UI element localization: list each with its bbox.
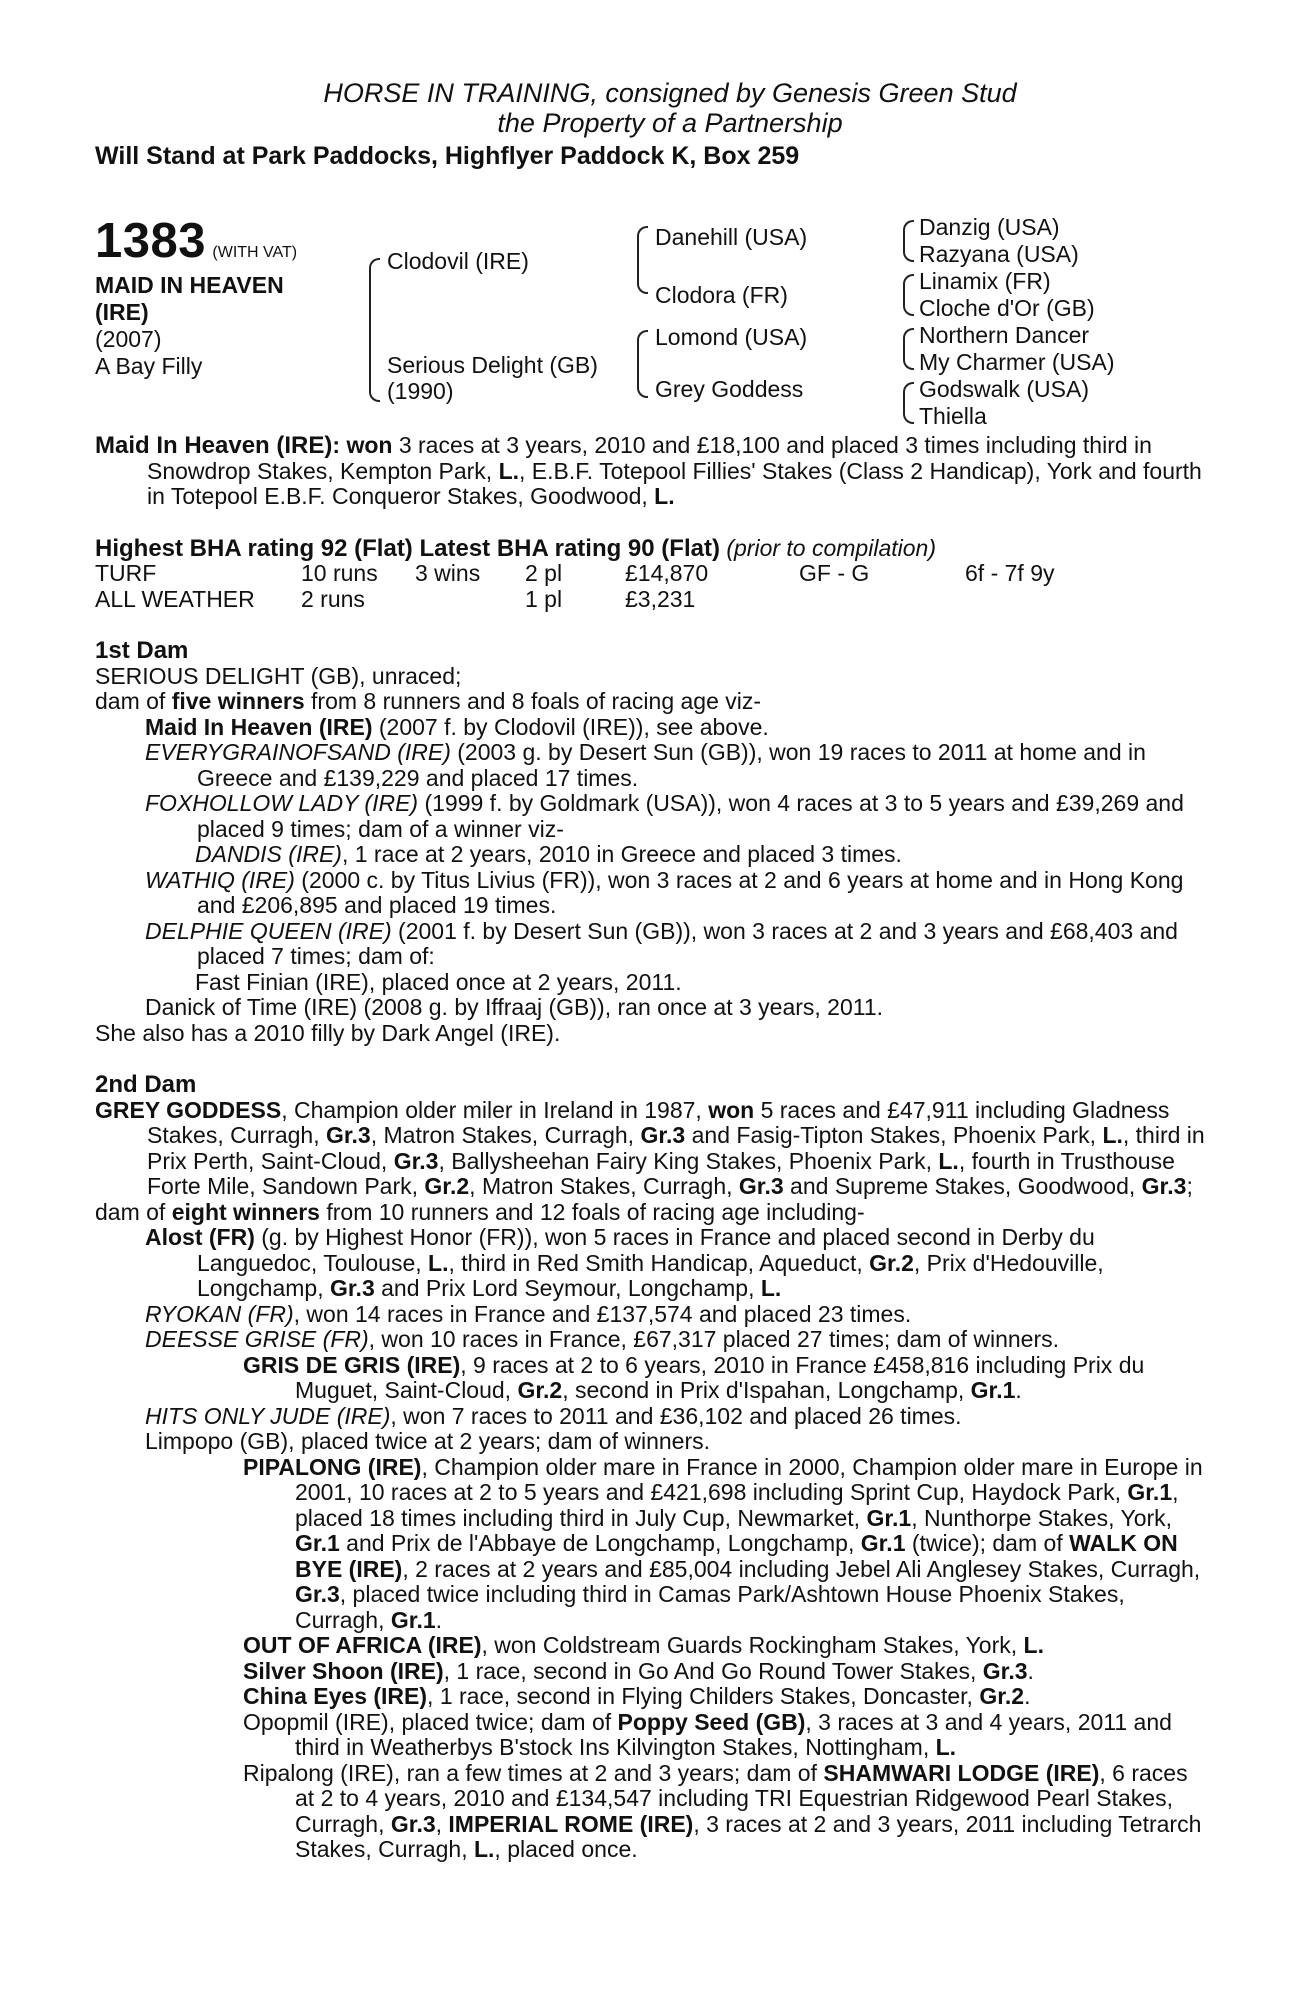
pedigree-block [95,214,1205,429]
consignor-line: HORSE IN TRAINING, consigned by Genesis Green Stud [323,78,1017,108]
list-item: Fast Finian (IRE), placed once at 2 years, 2011. [195,968,682,995]
horse-description: A Bay Filly [95,353,203,379]
list-item: DEESSE GRISE (FR), won 10 races in France, £67,317 placed 27 times; dam of winners. [145,1326,1060,1352]
sire-dam: Clodora (FR) [655,282,788,308]
summary-name: Maid In Heaven (IRE) [95,432,333,459]
list-item: Limpopo (GB), placed twice at 2 years; dam of winners. [145,1428,711,1454]
list-item: Danick of Time (IRE) (2008 g. by Iffraaj (GB)), ran once at 3 years, 2011. [145,994,884,1020]
bracket-g3-4 [903,382,914,424]
list-item: DELPHIE QUEEN (IRE) (2001 f. by Desert Sun (GB)), won 3 races at 2 and 3 years and £68,403 and placed 7 times; dam of: [145,917,1178,969]
first-dam-heading: 1st Dam [95,637,189,664]
g3-3: Linamix (FR) [919,268,1051,294]
horse-suffix: (IRE) [95,299,149,325]
g3-4: Cloche d'Or (GB) [919,295,1095,321]
horse-name: MAID IN HEAVEN [95,272,284,298]
rating-heading: Highest BHA rating 92 (Flat) Latest BHA rating 90 (Flat) [95,534,720,562]
bracket-sire [637,226,648,294]
list-item: EVERYGRAINOFSAND (IRE) (2003 g. by Desert Sun (GB)), won 19 races to 2011 at home and in Greece and £139,229 and placed 17 times. [145,739,1146,791]
list-item: RYOKAN (FR), won 14 races in France and £137,574 and placed 23 times. [145,1300,912,1327]
list-item: Ripalong (IRE), ran a few times at 2 and 3 years; dam of SHAMWARI LODGE (IRE), 6 races at 2 to 4 years, 2010 and £134,547 including TRI Equestrian Ridgewood Pearl Stakes, Curragh, Gr.3, IMPERIAL ROME (IRE), 3 races at 2 and 3 years, 2011 including Tetrarch Stakes, Curragh, L., placed once. [243,1759,1202,1862]
first-dam-section: 1st Dam SERIOUS DELIGHT (GB), unraced; dam of five winners from 8 runners and 8 foals of racing age viz- Maid In Heaven (IRE) (2007 f. by Clodovil (IRE)), see above. EVERYGRAINOFSAND (IRE) (2003 g. by Desert Sun (GB)), won 19 races to 2011 at home and in Greece and £139,229 and placed 17 times. FOXHOLLOW LADY (IRE) (1999 f. by Goldmark (USA)), won 4 races at 3 to 5 years and £39,269 and placed 9 times; dam of a winner viz- DANDIS (IRE), 1 race at 2 years, 2010 in Greece and placed 3 times. WATHIQ (IRE) (2000 c. by Titus Livius (FR)), won 3 races at 2 and 6 years at home and in Hong Kong and £206,895 and placed 19 times. DELPHIE QUEEN (IRE) (2001 f. by Desert Sun (GB)), won 3 races at 2 and 3 years and £68,403 and placed 7 times; dam of: Fast Finian (IRE), placed once at 2 years, 2011. Danick of Time (IRE) (2008 g. by Iffraaj (GB)), ran once at 3 years, 2011. She also has a 2010 filly by Dark Angel (IRE). [95,638,1205,1046]
lot-heading [95,216,297,266]
list-item: Maid In Heaven (IRE) (2007 f. by Clodovil (IRE)), see above. [145,713,769,740]
bracket-g3-3 [903,328,914,370]
table-row: ALL WEATHER 2 runs 1 pl £3,231 [95,585,696,612]
list-item: China Eyes (IRE), 1 race, second in Flying Childers Stakes, Doncaster, Gr.2. [243,1683,1031,1709]
property-line: the Property of a Partnership [497,108,843,138]
g3-7: Godswalk (USA) [919,376,1089,402]
g3-2: Razyana (USA) [919,241,1079,267]
g3-5: Northern Dancer [919,322,1090,348]
list-item: Opopmil (IRE), placed twice; dam of Poppy Seed (GB), 3 races at 3 and 4 years, 2011 and third in Weatherbys B'stock Ins Kilvington Stakes, Nottingham, L. [243,1708,1172,1760]
g3-1: Danzig (USA) [919,214,1060,240]
catalogue-page [95,78,1205,1863]
bracket-gen1 [369,258,380,402]
rating-note: (prior to compilation) [726,534,936,561]
table-row: TURF 10 runs 3 wins 2 pl £14,870 GF - G 6f - 7f 9y [95,560,1055,586]
bracket-dam [637,330,648,398]
g3-6: My Charmer (USA) [919,349,1115,375]
ratings-block [95,536,1205,613]
bracket-g3-1 [903,220,914,262]
list-item: DANDIS (IRE), 1 race at 2 years, 2010 in Greece and placed 3 times. [195,841,902,867]
list-item: PIPALONG (IRE), Champion older mare in France in 2000, Champion older mare in Europe in 2001, 10 races at 2 to 5 years and £421,698 including Sprint Cup, Haydock Park, Gr.1, placed 18 times including third in July Cup, Newmarket, Gr.1, Nunthorpe Stakes, York, Gr.1 and Prix de l'Abbaye de Longchamp, Longchamp, Gr.1 (twice); dam of WALK ON BYE (IRE), 2 races at 2 years and £85,004 including Jebel Ali Anglesey Stakes, Curragh, Gr.3, placed twice including third in Camas Park/Ashtown House Phoenix Stakes, Curragh, Gr.1. [243,1453,1203,1633]
list-item: Silver Shoon (IRE), 1 race, second in Go And Go Round Tower Stakes, Gr.3. [243,1657,1034,1684]
vat-note: (WITH VAT) [212,244,298,261]
list-item: OUT OF AFRICA (IRE), won Coldstream Guards Rockingham Stakes, York, L. [243,1632,1044,1658]
dam: Serious Delight (GB) [387,352,598,378]
stand-line: Will Stand at Park Paddocks, Highflyer Paddock K, Box 259 [95,142,800,170]
form-table [95,561,1054,612]
foaling-year: (2007) [95,326,162,352]
g3-8: Thiella [919,403,987,429]
dam-sire: Lomond (USA) [655,324,808,350]
list-item: FOXHOLLOW LADY (IRE) (1999 f. by Goldmark (USA)), won 4 races at 3 to 5 years and £39,269 and placed 9 times; dam of a winner viz- [145,790,1184,842]
bracket-g3-2 [903,274,914,316]
list-item: GREY GODDESS, Champion older miler in Ireland in 1987, won 5 races and £47,911 including Gladness Stakes, Curragh, Gr.3, Matron Stakes, Curragh, Gr.3 and Fasig-Tipton Stakes, Phoenix Park, L., third in Prix Perth, Saint-Cloud, Gr.3, Ballysheehan Fairy King Stakes, Phoenix Park, L., fourth in Trusthouse Forte Mile, Sandown Park, Gr.2, Matron Stakes, Curragh, Gr.3 and Supreme Stakes, Goodwood, Gr.3; [95,1096,1205,1199]
list-item: GRIS DE GRIS (IRE), 9 races at 2 to 6 years, 2010 in France £458,816 including Prix du Muguet, Saint-Cloud, Gr.2, second in Prix d'Ispahan, Longchamp, Gr.1. [243,1351,1145,1403]
lot-number: 1383 [95,214,207,268]
list-item: Alost (FR) (g. by Highest Honor (FR)), won 5 races in France and placed second in Derby du Languedoc, Toulouse, L., third in Red Smith Handicap, Aqueduct, Gr.2, Prix d'Hedouville, Longchamp, Gr.3 and Prix Lord Seymour, Longchamp, L. [145,1224,1104,1301]
list-item: WATHIQ (IRE) (2000 c. by Titus Livius (FR)), won 3 races at 2 and 6 years at home and in Hong Kong and £206,895 and placed 19 times. [145,866,1184,918]
second-dam-heading: 2nd Dam [95,1071,197,1098]
dam-year: (1990) [387,378,454,404]
race-summary: Maid In Heaven (IRE): won 3 races at 3 years, 2010 and £18,100 and placed 3 times including third in Snowdrop Stakes, Kempton Park, L., E.B.F. Totepool Fillies' Stakes (Class 2 Handicap), York and fourth in Totepool E.B.F. Conqueror Stakes, Goodwood, L. [95,432,1202,509]
dam-dam: Grey Goddess [655,376,804,402]
list-item: HITS ONLY JUDE (IRE), won 7 races to 2011 and £36,102 and placed 26 times. [145,1402,962,1429]
sire: Clodovil (IRE) [387,248,529,274]
second-dam-section: 2nd Dam GREY GODDESS, Champion older miler in Ireland in 1987, won 5 races and £47,911 including Gladness Stakes, Curragh, Gr.3, Matron Stakes, Curragh, Gr.3 and Fasig-Tipton Stakes, Phoenix Park, L., third in Prix Perth, Saint-Cloud, Gr.3, Ballysheehan Fairy King Stakes, Phoenix Park, L., fourth in Trusthouse Forte Mile, Sandown Park, Gr.2, Matron Stakes, Curragh, Gr.3 and Supreme Stakes, Goodwood, Gr.3; dam of eight winners from 10 runners and 12 foals of racing age including- Alost (FR) (g. by Highest Honor (FR)), won 5 races in France and placed second in Derby du Languedoc, Toulouse, L., third in Red Smith Handicap, Aqueduct, Gr.2, Prix d'Hedouville, Longchamp, Gr.3 and Prix Lord Seymour, Longchamp, L. RYOKAN (FR), won 14 races in France and £137,574 and placed 23 times. DEESSE GRISE (FR), won 10 races in France, £67,317 placed 27 times; dam of winners. GRIS DE GRIS (IRE), 9 races at 2 to 6 years, 2010 in France £458,816 including Prix du Muguet, Saint-Cloud, Gr.2, second in Prix d'Ispahan, Longchamp, Gr.1. HITS ONLY JUDE (IRE), won 7 races to 2011 and £36,102 and placed 26 times. Limpopo (GB), placed twice at 2 years; dam of winners. PIPALONG (IRE), Champion older mare in France in 2000, Champion older mare in Europe in 2001, 10 races at 2 to 5 years and £421,698 including Sprint Cup, Haydock Park, Gr.1, placed 18 times including third in July Cup, Newmarket, Gr.1, Nunthorpe Stakes, York, Gr.1 and Prix de l'Abbaye de Longchamp, Longchamp, Gr.1 (twice); dam of WALK ON BYE (IRE), 2 races at 2 years and £85,004 including Jebel Ali Anglesey Stakes, Curragh, Gr.3, placed twice including third in Camas Park/Ashtown House Phoenix Stakes, Curragh, Gr.1. OUT OF AFRICA (IRE), won Coldstream Guards Rockingham Stakes, York, L. Silver Shoon (IRE), 1 race, second in Go And Go Round Tower Stakes, Gr.3. China Eyes (IRE), 1 race, second in Flying Childers Stakes, Doncaster, Gr.2. Opopmil (IRE), placed twice; dam of Poppy Seed (GB), 3 races at 3 and 4 years, 2011 and third in Weatherbys B'stock Ins Kilvington Stakes, Nottingham, L. Ripalong (IRE), ran a few times at 2 and 3 years; dam of SHAMWARI LODGE (IRE), 6 races at 2 to 4 years, 2010 and £134,547 including TRI Equestrian Ridgewood Pearl Stakes, Curragh, Gr.3, IMPERIAL ROME (IRE), 3 races at 2 and 3 years, 2011 including Tetrarch Stakes, Curragh, L., placed once. [95,1071,1205,1862]
sire-sire: Danehill (USA) [655,224,808,250]
